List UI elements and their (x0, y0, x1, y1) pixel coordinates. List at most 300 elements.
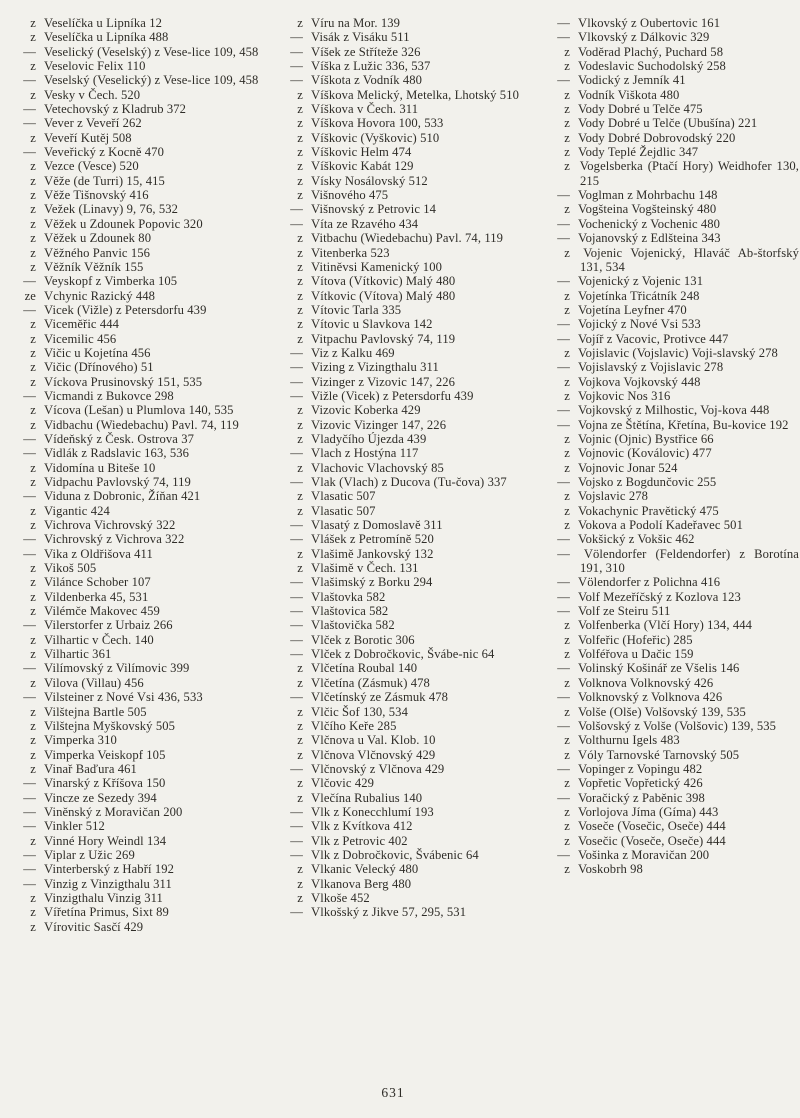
index-entry (12, 705, 265, 719)
index-entry (279, 719, 532, 733)
index-entry (279, 647, 532, 661)
entry-prefix: — (290, 216, 303, 231)
entry-text: Vířetína Primus, Sixt 89 (44, 905, 169, 920)
entry-prefix: — (290, 618, 303, 633)
index-entry (12, 346, 265, 360)
entry-text: Víta ze Rzavého 434 (311, 216, 419, 231)
entry-prefix: z (297, 245, 303, 260)
entry-text: Vitpachu Pavlovský 74, 119 (311, 331, 456, 346)
index-entry (279, 762, 532, 776)
entry-text: Vlečína Rubalius 140 (311, 790, 423, 805)
entry-prefix: z (297, 460, 303, 475)
index-entry (546, 532, 799, 546)
index-entry (12, 819, 265, 833)
entry-text: Volf Mezeříčský z Kozlova 123 (578, 589, 741, 604)
entry-prefix: z (297, 733, 303, 748)
index-entry (279, 317, 532, 331)
entry-text: Volknovský z Volknova 426 (578, 690, 723, 705)
index-entry (546, 489, 799, 503)
index-entry (546, 819, 799, 833)
entry-prefix: — (290, 345, 303, 360)
index-entry (279, 547, 532, 561)
entry-prefix: — (23, 819, 36, 834)
entry-text: Vlasatic 507 (311, 489, 376, 504)
index-entry (546, 762, 799, 776)
entry-text: Vičic u Kojetína 456 (44, 345, 151, 360)
index-entry (546, 661, 799, 675)
index-entry (12, 45, 265, 59)
index-entry (279, 905, 532, 919)
entry-prefix: — (23, 876, 36, 891)
index-entry (12, 317, 265, 331)
entry-text: Volše (Olše) Volšovský 139, 535 (578, 704, 746, 719)
entry-text: Vlčnova u Val. Klob. 10 (311, 733, 436, 748)
entry-text: Vojenický z Vojenic 131 (578, 274, 704, 289)
entry-text: Vírovitic Sasčí 429 (44, 919, 144, 934)
entry-prefix: z (564, 518, 570, 533)
index-entry (546, 231, 799, 245)
entry-text: Vošinka z Moravičan 200 (578, 847, 710, 862)
entry-text: Víškovic (Vyškovic) 510 (311, 130, 440, 145)
entry-text: Volfenberka (Vlčí Hory) 134, 444 (578, 618, 753, 633)
index-entry (279, 633, 532, 647)
entry-text: Vídeňský z Česk. Ostrova 37 (44, 431, 194, 446)
entry-text: Vimperka 310 (44, 733, 117, 748)
entry-text: Vilhartic v Čech. 140 (44, 632, 154, 647)
entry-prefix: z (297, 876, 303, 891)
entry-text: Vojnovic Jonar 524 (578, 460, 678, 475)
entry-text: Voskobrh 98 (578, 862, 643, 877)
entry-prefix: z (297, 776, 303, 791)
index-entry (279, 246, 532, 260)
index-entry (12, 791, 265, 805)
entry-prefix: z (564, 862, 570, 877)
entry-text: Vopinger z Vopingu 482 (578, 761, 703, 776)
entry-text: Vlčetínský ze Zásmuk 478 (311, 690, 449, 705)
entry-text: Viduna z Dobronic, Žíňan 421 (44, 489, 201, 504)
index-entry (546, 303, 799, 317)
index-entry (279, 862, 532, 876)
index-entry (546, 475, 799, 489)
index-entry (546, 461, 799, 475)
entry-prefix: — (290, 819, 303, 834)
entry-prefix: z (297, 274, 303, 289)
entry-prefix: — (23, 145, 36, 160)
entry-text: Vitbachu (Wiedebachu) Pavl. 74, 119 (311, 231, 504, 246)
index-entry (546, 719, 799, 733)
index-entry (12, 834, 265, 848)
index-entry (12, 661, 265, 675)
entry-text: Vogelsberka (Ptačí Hory) Weidhofer 130, 215 (579, 159, 799, 188)
entry-text: Vesky v Čech. 520 (44, 87, 141, 102)
entry-text: Vilštejna Bartle 505 (44, 704, 147, 719)
entry-text: Vojkovský z Milhostic, Voj-kova 448 (578, 403, 770, 418)
entry-text: Veveřický z Kocně 470 (44, 145, 164, 160)
entry-text: Volinský Košinář ze Všelis 146 (578, 661, 740, 676)
entry-text: Vody Dobré Dobrovodský 220 (578, 130, 736, 145)
index-entry (279, 16, 532, 30)
entry-text: Vlkovský z Dálkovic 329 (578, 30, 710, 45)
entry-text: Volfeřic (Hofeřic) 285 (578, 632, 693, 647)
index-entry (279, 231, 532, 245)
entry-text: Volšovský z Volše (Volšovic) 139, 535 (578, 718, 777, 733)
entry-prefix: z (30, 675, 36, 690)
index-entry (279, 776, 532, 790)
entry-text: Vlasatý z Domoslavě 311 (311, 518, 443, 533)
index-entry (12, 145, 265, 159)
index-entry (279, 73, 532, 87)
index-entry (12, 231, 265, 245)
entry-text: Vladyčího Újezda 439 (311, 431, 427, 446)
entry-prefix: — (290, 532, 303, 547)
entry-text: Vizovic Koberka 429 (311, 403, 421, 418)
entry-prefix: z (297, 661, 303, 676)
entry-text: Vlkoše 452 (311, 890, 370, 905)
entry-prefix: z (30, 589, 36, 604)
entry-text: Vlčnovský z Vlčnova 429 (311, 761, 445, 776)
entry-text: Vojkova Vojkovský 448 (578, 374, 701, 389)
index-entry (12, 332, 265, 346)
index-entry (279, 332, 532, 346)
entry-text: Vítovic Tarla 335 (311, 302, 402, 317)
entry-text: Veyskopf z Vimberka 105 (44, 274, 178, 289)
index-entry (546, 504, 799, 518)
entry-text: Věžek u Zdounek 80 (44, 231, 152, 246)
entry-prefix: z (564, 130, 570, 145)
entry-prefix: — (290, 44, 303, 59)
index-entry (279, 819, 532, 833)
entry-prefix: z (297, 317, 303, 332)
entry-prefix: — (557, 761, 570, 776)
entry-prefix: — (290, 518, 303, 533)
entry-prefix: z (564, 374, 570, 389)
index-entry (546, 45, 799, 59)
entry-prefix: z (30, 747, 36, 762)
entry-prefix: z (564, 59, 570, 74)
entry-prefix: — (557, 690, 570, 705)
entry-prefix: z (564, 431, 570, 446)
entry-prefix: z (30, 503, 36, 518)
entry-prefix: z (297, 302, 303, 317)
entry-text: Vlasatic 507 (311, 503, 376, 518)
index-entry (546, 432, 799, 446)
entry-prefix: z (30, 188, 36, 203)
index-entry (546, 518, 799, 532)
entry-text: Vinné Hory Weindl 134 (44, 833, 167, 848)
entry-text: Vičic (Dřínového) 51 (44, 360, 154, 375)
entry-text: Vetechovský z Kladrub 372 (44, 102, 187, 117)
entry-prefix: z (30, 833, 36, 848)
entry-text: Vísky Nosálovský 512 (311, 173, 428, 188)
index-entry (12, 202, 265, 216)
index-entry (279, 690, 532, 704)
entry-text: Vezce (Vesce) 520 (44, 159, 139, 174)
index-entry (12, 633, 265, 647)
index-entry (546, 403, 799, 417)
index-entry (279, 575, 532, 589)
entry-prefix: z (30, 173, 36, 188)
entry-text: Vicmandi z Bukovce 298 (44, 388, 174, 403)
entry-prefix: — (557, 188, 570, 203)
index-entry (546, 618, 799, 632)
entry-text: Víška z Lužic 336, 537 (311, 59, 431, 74)
entry-prefix: z (297, 16, 303, 30)
index-entry (12, 647, 265, 661)
index-entry (12, 303, 265, 317)
entry-prefix: — (557, 216, 570, 231)
entry-text: Vokova a Podolí Kadeřavec 501 (578, 518, 743, 533)
entry-prefix: z (30, 159, 36, 174)
entry-text: Věže (de Turri) 15, 415 (44, 173, 165, 188)
index-entry (12, 217, 265, 231)
entry-prefix: — (23, 116, 36, 131)
entry-prefix: — (290, 374, 303, 389)
index-entry (546, 289, 799, 303)
entry-prefix: — (557, 403, 570, 418)
entry-prefix: z (564, 833, 570, 848)
entry-text: Višnovský z Petrovic 14 (311, 202, 437, 217)
entry-prefix: — (557, 575, 570, 590)
entry-text: Vizing z Vizingthalu 311 (311, 360, 439, 375)
index-entry (279, 303, 532, 317)
entry-prefix: — (290, 73, 303, 88)
entry-text: Viněnský z Moravičan 200 (44, 804, 183, 819)
index-entry (279, 418, 532, 432)
index-entry (12, 260, 265, 274)
entry-text: Viceměřic 444 (44, 317, 120, 332)
index-entry (279, 532, 532, 546)
entry-text: Veselovic Felix 110 (44, 59, 146, 74)
entry-text: Vilímovský z Vilímovic 399 (44, 661, 190, 676)
index-entry (279, 346, 532, 360)
entry-text: Völendorfer z Polichna 416 (578, 575, 721, 590)
entry-text: Vokšický z Vokšic 462 (578, 532, 695, 547)
index-entry (279, 30, 532, 44)
entry-prefix: — (557, 475, 570, 489)
entry-text: Volf ze Steiru 511 (578, 604, 671, 619)
entry-prefix: z (30, 632, 36, 647)
entry-prefix: z (564, 202, 570, 217)
index-entry (546, 690, 799, 704)
entry-text: Vilerstorfer z Urbaiz 266 (44, 618, 173, 633)
entry-text: Voračický z Paběnic 398 (578, 790, 705, 805)
entry-prefix: z (564, 819, 570, 834)
entry-prefix: — (23, 862, 36, 877)
entry-text: Vojnovic (Koválovic) 477 (578, 446, 712, 461)
index-entry (12, 518, 265, 532)
entry-prefix: z (30, 30, 36, 45)
entry-text: Veveří Kutěj 508 (44, 130, 132, 145)
entry-prefix: z (30, 475, 36, 489)
entry-prefix: — (557, 30, 570, 45)
index-entry (279, 748, 532, 762)
entry-prefix: z (30, 360, 36, 375)
index-entry (12, 920, 265, 934)
entry-text: Vlčnova Vlčnovský 429 (311, 747, 436, 762)
entry-prefix: z (297, 231, 303, 246)
entry-prefix: — (290, 388, 303, 403)
index-entry (546, 604, 799, 618)
index-entry (12, 188, 265, 202)
index-entry (12, 88, 265, 102)
index-entry (12, 590, 265, 604)
index-entry (12, 733, 265, 747)
entry-prefix: z (30, 604, 36, 619)
entry-text: Vidlák z Radslavic 163, 536 (44, 446, 190, 461)
index-entry (546, 705, 799, 719)
entry-prefix: — (290, 30, 303, 45)
index-entry (12, 59, 265, 73)
entry-prefix: z (30, 417, 36, 432)
entry-prefix: z (564, 302, 570, 317)
index-entry (546, 131, 799, 145)
index-entry (279, 432, 532, 446)
entry-text: Voglman z Mohrbachu 148 (578, 188, 718, 203)
index-entry (12, 446, 265, 460)
index-entry (279, 202, 532, 216)
entry-text: Vodeslavic Suchodolský 258 (578, 59, 726, 74)
entry-text: Vlčovic 429 (311, 776, 375, 791)
index-entry (279, 618, 532, 632)
entry-text: Vojetínka Třicátník 248 (578, 288, 700, 303)
entry-prefix: z (30, 647, 36, 662)
entry-prefix: z (564, 288, 570, 303)
index-entry (279, 733, 532, 747)
entry-prefix: z (297, 403, 303, 418)
entry-text: Vlkanic Velecký 480 (311, 862, 419, 877)
entry-text: Vlkovský z Oubertovic 161 (578, 16, 721, 30)
entry-text: Veselský (Veselický) z Vese-lice 109, 458 (44, 73, 259, 88)
entry-prefix: — (557, 546, 570, 561)
entry-text: Vlak (Vlach) z Ducova (Tu-čova) 337 (311, 475, 507, 489)
entry-text: Vojnic (Ojnic) Bystřice 66 (578, 431, 714, 446)
entry-prefix: z (30, 374, 36, 389)
entry-text: Vlášek z Petromíně 520 (311, 532, 434, 547)
entry-prefix: z (297, 890, 303, 905)
index-entry (279, 705, 532, 719)
entry-prefix: z (564, 116, 570, 131)
entry-prefix: z (30, 87, 36, 102)
entry-prefix: — (290, 360, 303, 375)
entry-prefix: — (23, 546, 36, 561)
entry-prefix: z (30, 231, 36, 246)
index-entry (279, 403, 532, 417)
entry-prefix: z (297, 704, 303, 719)
index-entry (546, 805, 799, 819)
entry-prefix: z (564, 733, 570, 748)
entry-text: Vitiněvsi Kamenický 100 (311, 259, 442, 274)
entry-prefix: — (23, 302, 36, 317)
entry-prefix: z (30, 561, 36, 576)
index-entry (546, 590, 799, 604)
index-entry (546, 389, 799, 403)
index-entry (279, 145, 532, 159)
index-entry (279, 88, 532, 102)
entry-text: Vižle (Vicek) z Petersdorfu 439 (311, 388, 474, 403)
entry-text: Vildenberka 45, 531 (44, 589, 149, 604)
index-entry (279, 59, 532, 73)
entry-prefix: z (564, 446, 570, 461)
index-entry (546, 188, 799, 202)
entry-prefix: — (23, 618, 36, 633)
index-entry (546, 116, 799, 130)
index-entry (12, 805, 265, 819)
entry-prefix: z (30, 718, 36, 733)
entry-prefix: — (23, 102, 36, 117)
index-entry (12, 748, 265, 762)
entry-prefix: — (23, 690, 36, 705)
entry-text: Vlachovic Vlachovský 85 (311, 460, 444, 475)
entry-text: Vikoš 505 (44, 561, 97, 576)
index-entry (546, 246, 799, 275)
index-entry (12, 762, 265, 776)
entry-prefix: — (290, 804, 303, 819)
index-entry (279, 834, 532, 848)
entry-text: Vigantic 424 (44, 503, 110, 518)
index-entry (12, 174, 265, 188)
entry-text: Vlček z Dobročkovic, Švábe-nic 64 (311, 647, 495, 662)
index-entry (12, 461, 265, 475)
entry-text: Věžník Věžník 155 (44, 259, 144, 274)
index-entry (546, 317, 799, 331)
entry-prefix: — (290, 833, 303, 848)
entry-text: Víškova v Čech. 311 (311, 102, 419, 117)
entry-prefix: z (30, 905, 36, 920)
index-entry (279, 446, 532, 460)
index-entry (279, 131, 532, 145)
entry-text: Vlčic Šof 130, 534 (311, 704, 408, 719)
entry-text: Víšek ze Stříteže 326 (311, 44, 421, 59)
index-entry (12, 504, 265, 518)
index-entry (546, 834, 799, 848)
index-entry (279, 188, 532, 202)
entry-prefix: — (290, 575, 303, 590)
entry-prefix: z (30, 919, 36, 934)
entry-prefix: z (30, 245, 36, 260)
index-entry (546, 446, 799, 460)
entry-text: Víškova Melický, Metelka, Lhotský 510 (311, 87, 519, 102)
entry-text: Vojslavic 278 (578, 489, 649, 504)
entry-text: Vítkovic (Vítova) Malý 480 (311, 288, 456, 303)
entry-text: Vokachynic Pravětický 475 (578, 503, 719, 518)
entry-prefix: — (290, 761, 303, 776)
entry-prefix: z (564, 632, 570, 647)
entry-prefix: z (297, 102, 303, 117)
entry-text: Víškova Hovora 100, 533 (311, 116, 444, 131)
entry-text: Vinař Baďura 461 (44, 761, 137, 776)
index-entry (12, 489, 265, 503)
index-entry (546, 346, 799, 360)
entry-prefix: — (23, 274, 36, 289)
entry-text: Vidomína u Biteše 10 (44, 460, 156, 475)
entry-prefix: — (557, 274, 570, 289)
entry-text: Vlašimský z Borku 294 (311, 575, 433, 590)
index-column-3 (546, 16, 799, 934)
index-entry (12, 575, 265, 589)
index-entry (546, 274, 799, 288)
entry-text: Vichrovský z Vichrova 322 (44, 532, 185, 547)
index-entry (279, 289, 532, 303)
index-entry (546, 332, 799, 346)
entry-text: Vizovic Vizinger 147, 226 (311, 417, 447, 432)
entry-prefix: z (30, 460, 36, 475)
entry-prefix: z (30, 202, 36, 217)
entry-prefix: — (290, 59, 303, 74)
entry-prefix: — (23, 44, 36, 59)
entry-text: Víckova Prusinovský 151, 535 (44, 374, 203, 389)
entry-text: Vika z Oldřišova 411 (44, 546, 153, 561)
entry-text: Vicemilic 456 (44, 331, 117, 346)
